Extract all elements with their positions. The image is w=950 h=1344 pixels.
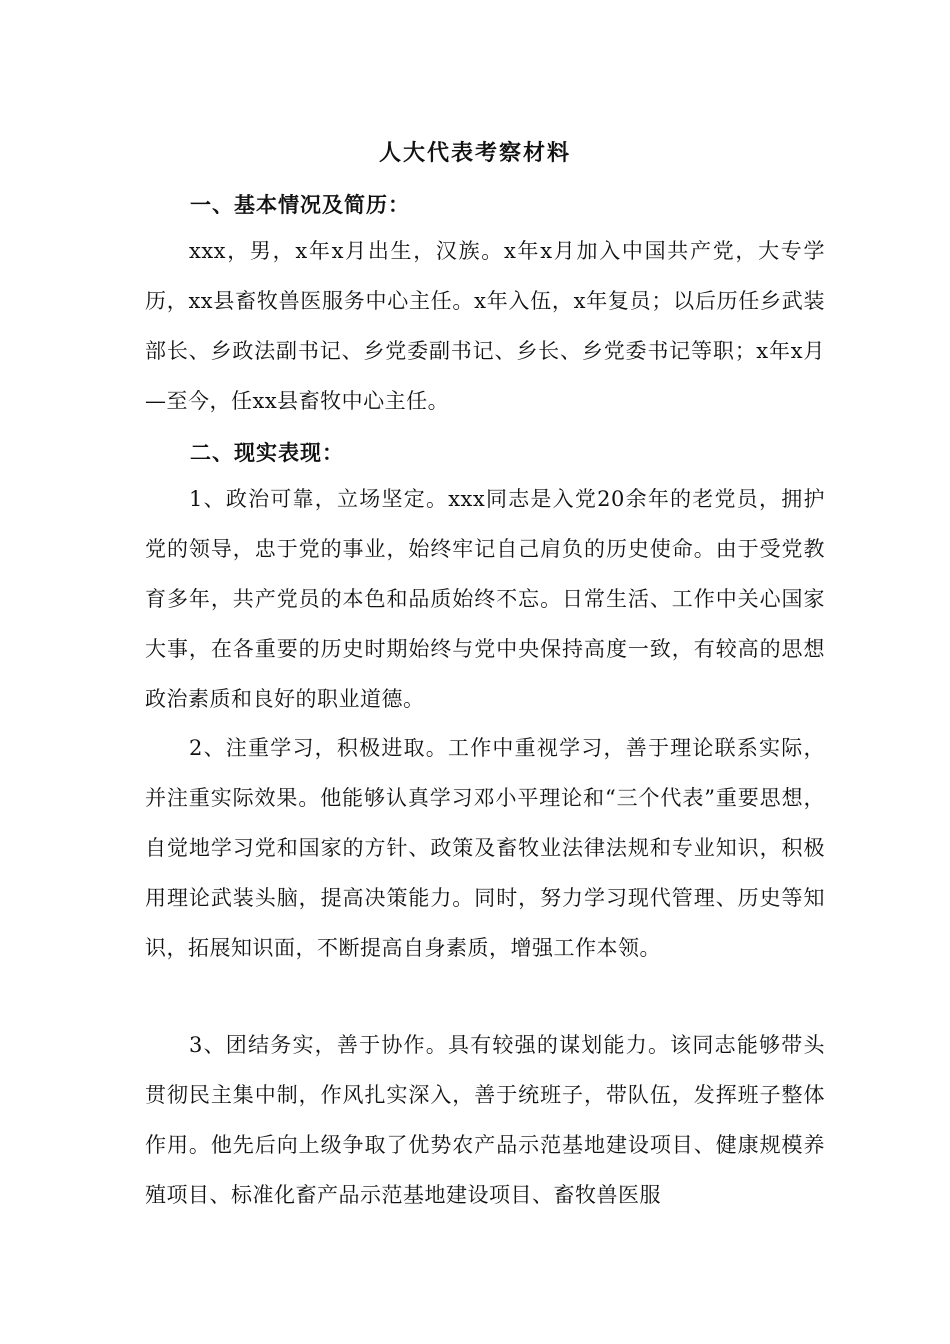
paragraph-teamwork: 3、团结务实，善于协作。具有较强的谋划能力。该同志能够带头贯彻民主集中制，作风扎实深入，善于统班子，带队伍，发挥班子整体作用。他先后向上级争取了优势农产品示范基地建设项目、健康规模养殖项目、标准化畜产品示范基地建设项目、畜牧兽医服 [145, 1033, 825, 1207]
paragraph-political: 1、政治可靠，立场坚定。xxx同志是入党20余年的老党员，拥护党的领导，忠于党的事业，始终牢记自己肩负的历史使命。由于受党教育多年，共产党员的本色和品质始终不忘。日常生活、工作中关心国家大事，在各重要的历史时期始终与党中央保持高度一致，有较高的思想政治素质和良好的职业道德。 [145, 487, 825, 711]
document-title: 人大代表考察材料 [378, 140, 571, 166]
section-heading-performance: 二、现实表现： [190, 440, 344, 465]
section-heading-basic-info: 一、基本情况及简历： [190, 192, 410, 217]
paragraph-learning: 2、注重学习，积极进取。工作中重视学习，善于理论联系实际，并注重实际效果。他能够认真学习邓小平理论和“三个代表”重要思想，自觉地学习党和国家的方针、政策及畜牧业法律法规和专业知识，积极用理论武装头脑，提高决策能力。同时，努力学习现代管理、历史等知识，拓展知识面，不断提高自身素质，增强工作本领。 [145, 736, 825, 960]
paragraph-basic-info: xxx，男，x年x月出生，汉族。x年x月加入中国共产党，大专学历，xx县畜牧兽医服务中心主任。x年入伍，x年复员；以后历任乡武装部长、乡政法副书记、乡党委副书记、乡长、乡党委书记等职；x年x月—至今，任xx县畜牧中心主任。 [145, 239, 825, 413]
